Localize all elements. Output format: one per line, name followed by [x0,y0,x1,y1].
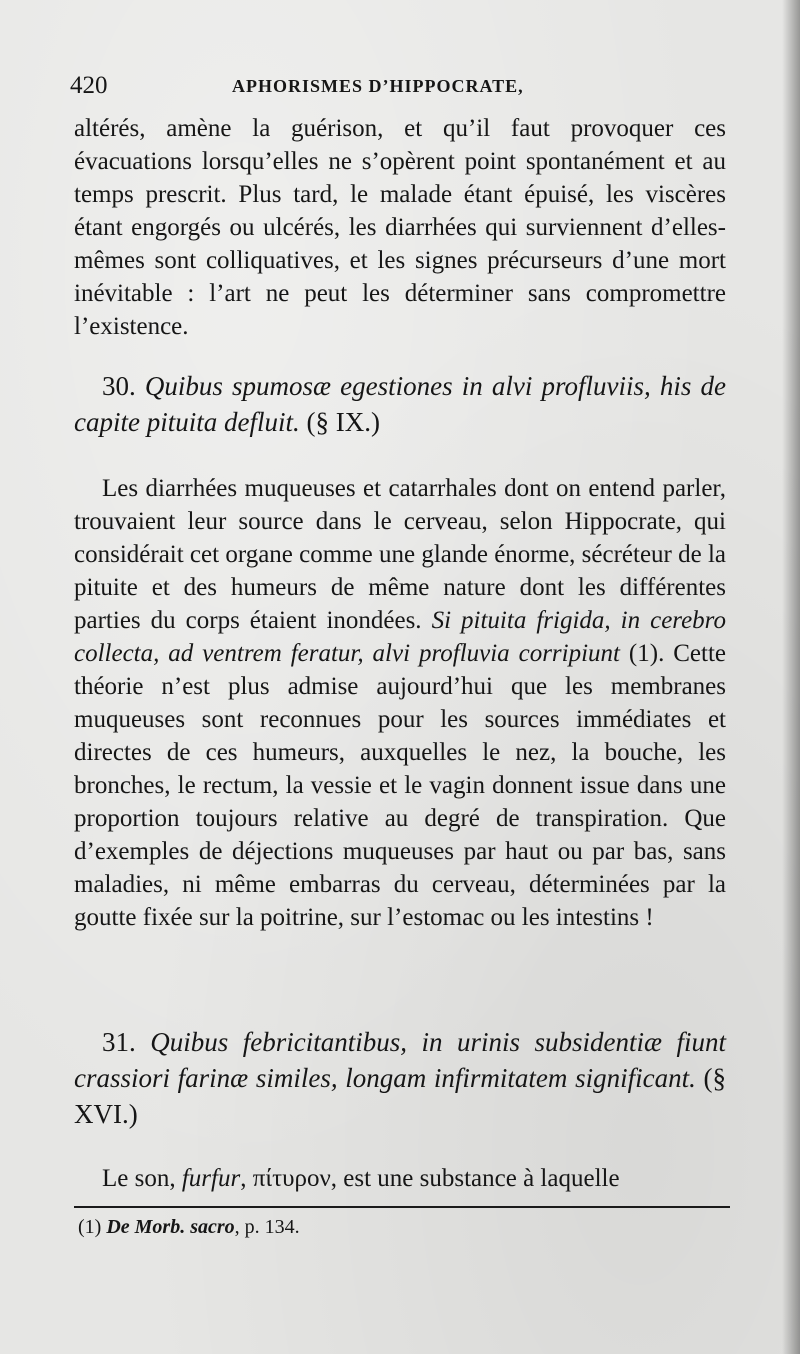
footnote-marker: (1) [78,1216,102,1238]
aphorism-30-number: 30. [102,371,136,401]
paragraph-1-text: altérés, amène la guérison, et qu’il faut provoquer ces évacuations lorsqu’elles ne s’opèrent point spontanément et au temps prescrit. Plus tard, le malade étant épuisé, les viscères étant engorgés ou ulcérés, les diarrhées qui surviennent d’elles-mêmes sont colliquatives, et les signes précurseurs d’une mort inévitable : l’art ne peut les déterminer sans compromettre l’existence. [74,115,726,340]
aphorism-31-number: 31. [102,1027,136,1057]
page-number: 420 [70,72,108,99]
paragraph-continuation [74,112,726,343]
footnote-rule [74,1206,730,1208]
paragraph-3-text-before: Le son, [102,1165,176,1192]
paragraph-3-text-after: , est une substance à laquelle [330,1165,620,1192]
aphorism-30-reference: (§ IX.) [306,407,380,437]
aphorism-31 [74,1024,726,1132]
footnote-page: , p. 134. [234,1216,300,1238]
paragraph-2-text-after: Cette théorie n’est plus admise aujourd’hui que les membranes muqueuses sont reconnues pour les sources immédiates et directes de ces humeurs, auxquelles le nez, la bouche, les bronches, le rectum, la vessie et le vagin donnent issue dans une proportion toujours relative au degré de transpiration. Que d’exemples de déjections muqueuses par haut ou par bas, sans maladies, ni même embarras du cerveau, déterminées par la goutte fixée sur la poitrine, sur l’estomac ou les intestins ! [74,640,727,931]
page-header [0,70,800,110]
paragraph-3-latin-word: furfur [181,1165,241,1192]
paragraph-commentary-31: Le son, furfur, πίτυρον, est une substance à laquelle [102,1165,620,1192]
aphorism-30-latin: Quibus spumosæ egestiones in alvi profluviis, his de capite pituita defluit. [74,371,727,437]
paragraph-2-text-before: Les diarrhées muqueuses et catarrhales dont on entend parler, trouvaient leur source dans le cerveau, selon Hippocrate, qui considérait cet organe comme une glande énorme, sécréteur de la pituite et des humeurs de même nature dont les différentes parties du corps étaient inondées. [74,475,727,634]
running-head: APHORISMES D’HIPPOCRATE, [232,76,524,96]
footnote [78,1216,300,1239]
paragraph-3-greek-word: πίτυρον [252,1165,331,1192]
footnote-source: De Morb. sacro [106,1216,235,1238]
aphorism-31-latin: Quibus febricitantibus, in urinis subsidentiæ fiunt crassiori farinæ similes, longam infirmitatem significant. [74,1027,726,1093]
aphorism-30 [74,368,726,440]
paragraph-commentary-30 [74,472,726,934]
paragraph-2-note-marker: (1). [628,640,665,667]
aphorism-31-reference: (§ XVI.) [74,1063,726,1129]
paragraph-2-latin-quote: Si pituita frigida, in cerebro collecta, ad ventrem feratur, alvi profluvia corripiunt [74,607,726,667]
